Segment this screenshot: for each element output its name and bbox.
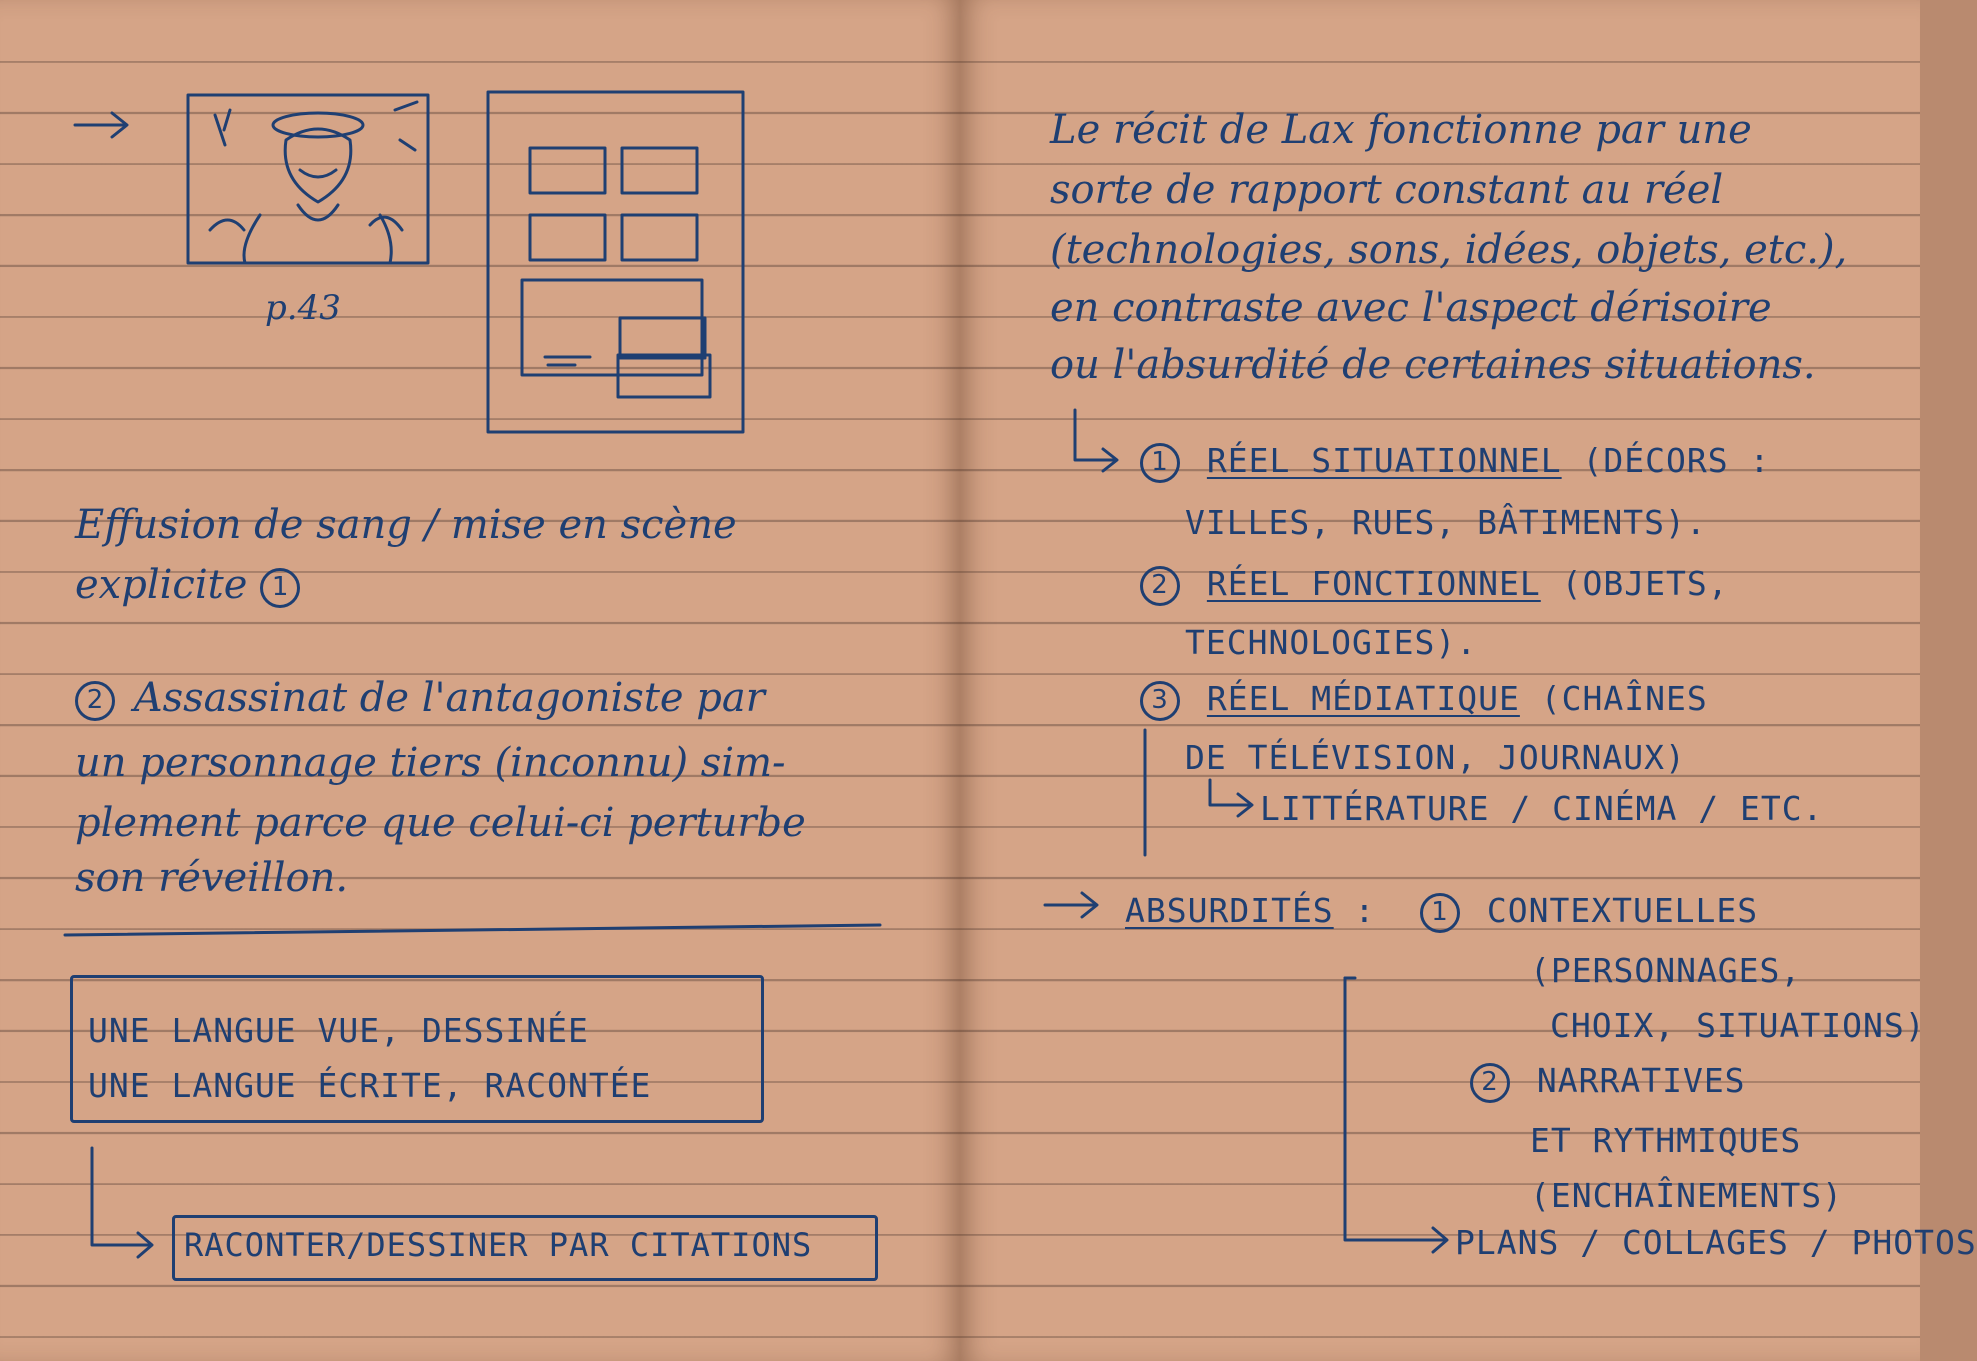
- item2-line2: TECHNOLOGIES).: [1185, 623, 1478, 662]
- comic-panel-sketch: [188, 95, 428, 263]
- absurd2-number-circled: 2: [1470, 1063, 1510, 1103]
- number-two-circled: 2: [75, 681, 115, 721]
- absurd1-line2: (PERSONNAGES,: [1530, 951, 1802, 990]
- absurd1-line1-text: CONTEXTUELLES: [1486, 891, 1759, 930]
- item1-number-circled: 1: [1140, 443, 1180, 483]
- absurd2-line1-text: NARRATIVES: [1536, 1061, 1746, 1100]
- item3-title: RÉEL MÉDIATIQUE: [1206, 679, 1520, 718]
- item1-rest: (DÉCORS :: [1561, 441, 1771, 480]
- absurd-title: ABSURDITÉS: [1125, 891, 1334, 930]
- intro-line3: (technologies, sons, idées, objets, etc.),: [1050, 227, 1848, 273]
- right-page: [960, 0, 1977, 1361]
- number-one-circled: 1: [260, 568, 300, 608]
- intro-line5: ou l'absurdité de certaines situations.: [1050, 342, 1816, 388]
- items-hook-arrow: [1075, 410, 1117, 471]
- item3-rest: (CHAÎNES: [1519, 679, 1708, 718]
- top-arrow: [75, 113, 127, 137]
- left-page: [0, 0, 960, 1361]
- intro-line1: Le récit de Lax fonctionne par une: [1050, 107, 1752, 153]
- absurd1-line1: [1420, 880, 1758, 941]
- item2-rest: (OBJETS,: [1540, 564, 1729, 603]
- para2-line2: un personnage tiers (inconnu) sim-: [75, 740, 786, 786]
- item3-line2: DE TÉLÉVISION, JOURNAUX): [1185, 738, 1686, 777]
- language-box-line2: UNE LANGUE ÉCRITE, RACONTÉE: [88, 1066, 652, 1105]
- subitem-text: LITTÉRATURE / CINÉMA / ETC.: [1260, 789, 1824, 828]
- absurd-arrow: [1045, 893, 1097, 917]
- absurd2-line1: [1470, 1050, 1746, 1111]
- separator-line: [65, 925, 880, 935]
- connector-arrow: [92, 1148, 152, 1257]
- absurd1-number-circled: 1: [1420, 893, 1460, 933]
- para2-line1-text: Assassinat de l'antagoniste par: [133, 675, 765, 721]
- item3-line1: [1140, 668, 1708, 729]
- absurd-colon: :: [1333, 891, 1376, 930]
- absurd-bracket: [1345, 978, 1447, 1252]
- item1-line1: [1140, 430, 1770, 491]
- intro-line2: sorte de rapport constant au réel: [1050, 167, 1724, 213]
- para1-line2-text: explicite: [75, 562, 248, 608]
- citations-box-text: RACONTER/DESSINER PAR CITATIONS: [184, 1226, 813, 1264]
- absurd1-line3: CHOIX, SITUATIONS): [1550, 1006, 1926, 1045]
- absurd2-line2: ET RYTHMIQUES: [1530, 1121, 1802, 1160]
- page-layout-sketch: [488, 92, 743, 432]
- para2-line3: plement parce que celui-ci perturbe: [75, 800, 806, 846]
- absurd-heading: [1125, 880, 1375, 941]
- intro-line4: en contraste avec l'aspect dérisoire: [1050, 285, 1772, 331]
- item2-line1: [1140, 553, 1729, 614]
- para1-line2: [75, 555, 306, 616]
- para2-line1: [75, 668, 765, 729]
- language-box-line1: UNE LANGUE VUE, DESSINÉE: [88, 1011, 589, 1050]
- absurd2-line3: (ENCHAÎNEMENTS): [1530, 1176, 1844, 1215]
- para2-line4: son réveillon.: [75, 855, 349, 901]
- para1-line1: Effusion de sang / mise en scène: [75, 502, 737, 548]
- bottom-line: PLANS / COLLAGES / PHOTOS: [1455, 1223, 1977, 1262]
- item3-number-circled: 3: [1140, 681, 1180, 721]
- sketch-caption: p.43: [265, 288, 341, 328]
- item1-title: RÉEL SITUATIONNEL: [1206, 441, 1562, 480]
- item1-line2: VILLES, RUES, BÂTIMENTS).: [1185, 503, 1707, 542]
- item2-number-circled: 2: [1140, 566, 1180, 606]
- item2-title: RÉEL FONCTIONNEL: [1206, 564, 1541, 603]
